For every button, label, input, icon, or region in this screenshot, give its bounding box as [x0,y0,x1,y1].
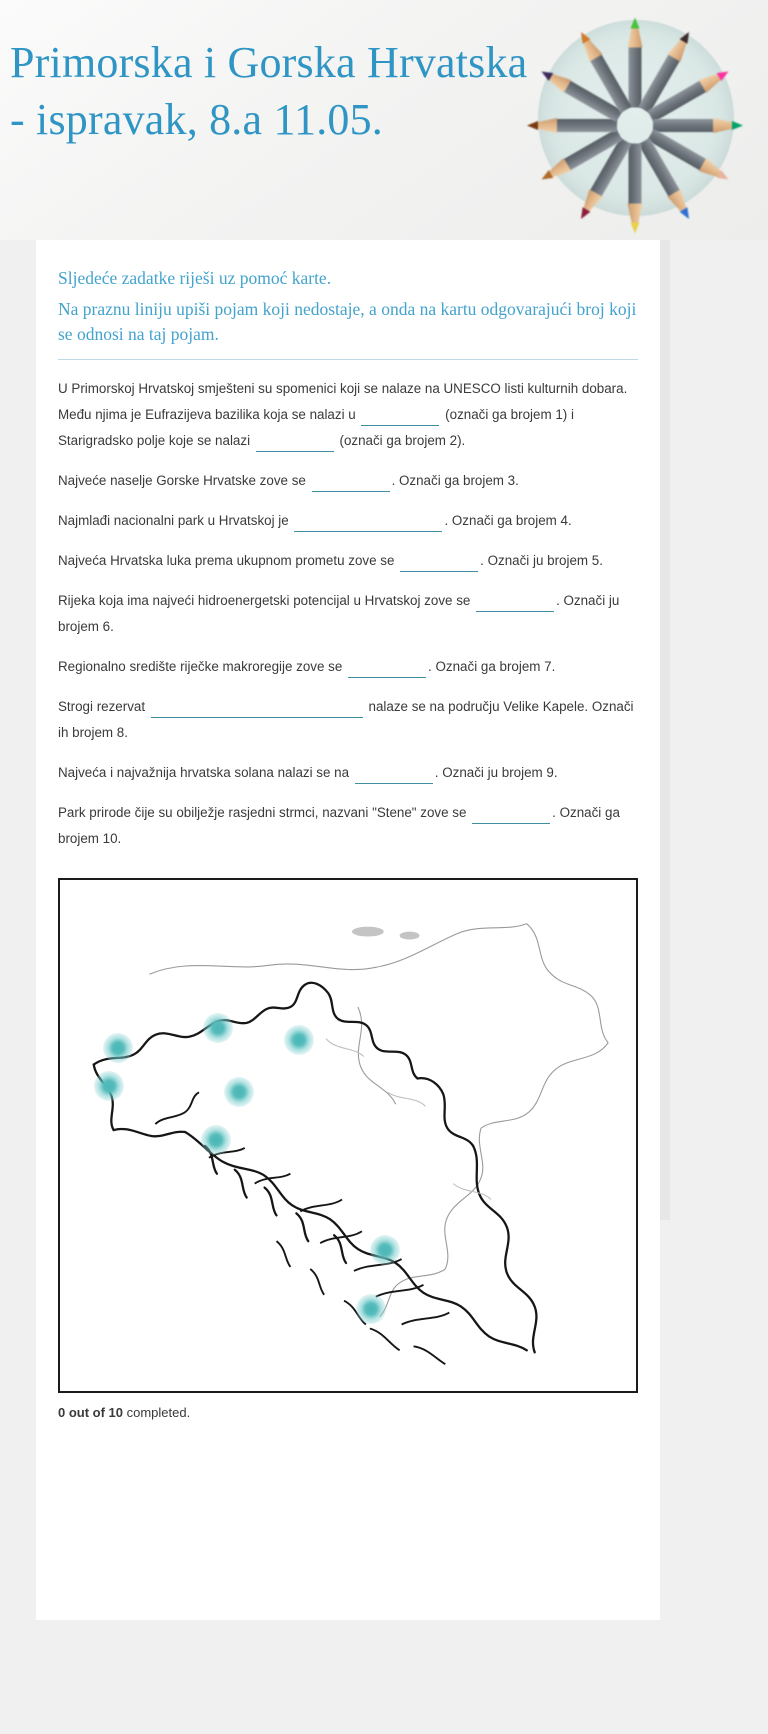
progress-status [58,1405,638,1420]
answer-blank[interactable] [348,663,426,678]
question-2 [58,468,638,494]
map-marker-2[interactable] [203,1013,233,1043]
question-text: . Označi ga brojem 10. [58,804,620,846]
answer-blank[interactable] [312,477,390,492]
colored-pencils-photo [510,0,760,240]
question-text: Najveća Hrvatska luka prema ukupnom prometu zove se [58,552,399,568]
answer-blank[interactable] [151,703,363,718]
page-header [0,0,768,240]
progress-count: 0 out of 10 [58,1404,124,1420]
progress-suffix: completed. [123,1404,191,1420]
instruction-line-1: Sljedeće zadatke riješi uz pomoć karte. [58,268,332,288]
question-text: Park prirode čije su obilježje rasjedni strmci, nazvani "Stene" zove se [58,804,471,820]
question-text: (označi ga brojem 1) i Starigradsko polje koje se nalazi [58,406,574,448]
answer-blank[interactable] [355,769,433,784]
question-text: U Primorskoj Hrvatskoj smješteni su spomenici koji se nalaze na UNESCO listi kulturnih dobara. Među njima je Eufrazijeva bazilika koja se nalazi u [58,380,628,422]
question-1 [58,376,638,454]
question-text: nalaze se na području Velike Kapele. Označi ih brojem 8. [58,698,634,740]
answer-blank[interactable] [400,557,478,572]
question-text: Rijeka koja ima najveći hidroenergetski potencijal u Hrvatskoj zove se [58,592,475,608]
answer-blank[interactable] [294,517,442,532]
answer-blank[interactable] [361,411,439,426]
map-marker-1[interactable] [103,1033,133,1063]
map-marker-7[interactable] [370,1235,400,1265]
map-marker-3[interactable] [284,1025,314,1055]
answer-blank[interactable] [256,437,334,452]
question-text: Regionalno središte riječke makroregije zove se [58,658,347,674]
worksheet-sheet [36,240,660,1620]
question-5 [58,588,638,640]
question-text: . Označi ga brojem 4. [444,512,572,528]
croatia-outline-map[interactable] [58,878,638,1393]
question-3 [58,508,638,534]
question-9 [58,800,638,852]
map-outline-svg [60,880,636,1391]
question-8 [58,760,638,786]
answer-blank[interactable] [472,809,550,824]
map-marker-4[interactable] [224,1077,254,1107]
sheet-edge-shadow [660,240,670,1220]
instruction-line-2: Na praznu liniju upiši pojam koji nedostaje, a onda na kartu odgovarajući broj koji se odnosi na taj pojam. [58,298,637,344]
question-7 [58,694,638,746]
map-marker-8[interactable] [356,1294,386,1324]
question-6 [58,654,638,680]
question-text: . Označi ga brojem 7. [428,658,556,674]
question-text: Strogi rezervat [58,698,149,714]
question-text: Najveća i najvažnija hrvatska solana nalazi se na [58,764,353,780]
question-text: (označi ga brojem 2). [335,432,466,448]
page-title: Primorska i Gorska Hrvatska - ispravak, 8.a 11.05. [10,38,528,145]
question-text: . Označi ga brojem 3. [391,472,519,488]
answer-blank[interactable] [476,597,554,612]
question-text: . Označi ju brojem 9. [434,764,558,780]
question-text: Najmlađi nacionalni park u Hrvatskoj je [58,512,293,528]
section-divider [58,359,638,360]
map-marker-6[interactable] [201,1125,231,1155]
questions-list [58,376,638,852]
question-text: . Označi ju brojem 6. [58,592,620,634]
question-4 [58,548,638,574]
question-text: . Označi ju brojem 5. [480,552,603,568]
question-text: Najveće naselje Gorske Hrvatske zove se [58,472,310,488]
map-marker-5[interactable] [94,1071,124,1101]
